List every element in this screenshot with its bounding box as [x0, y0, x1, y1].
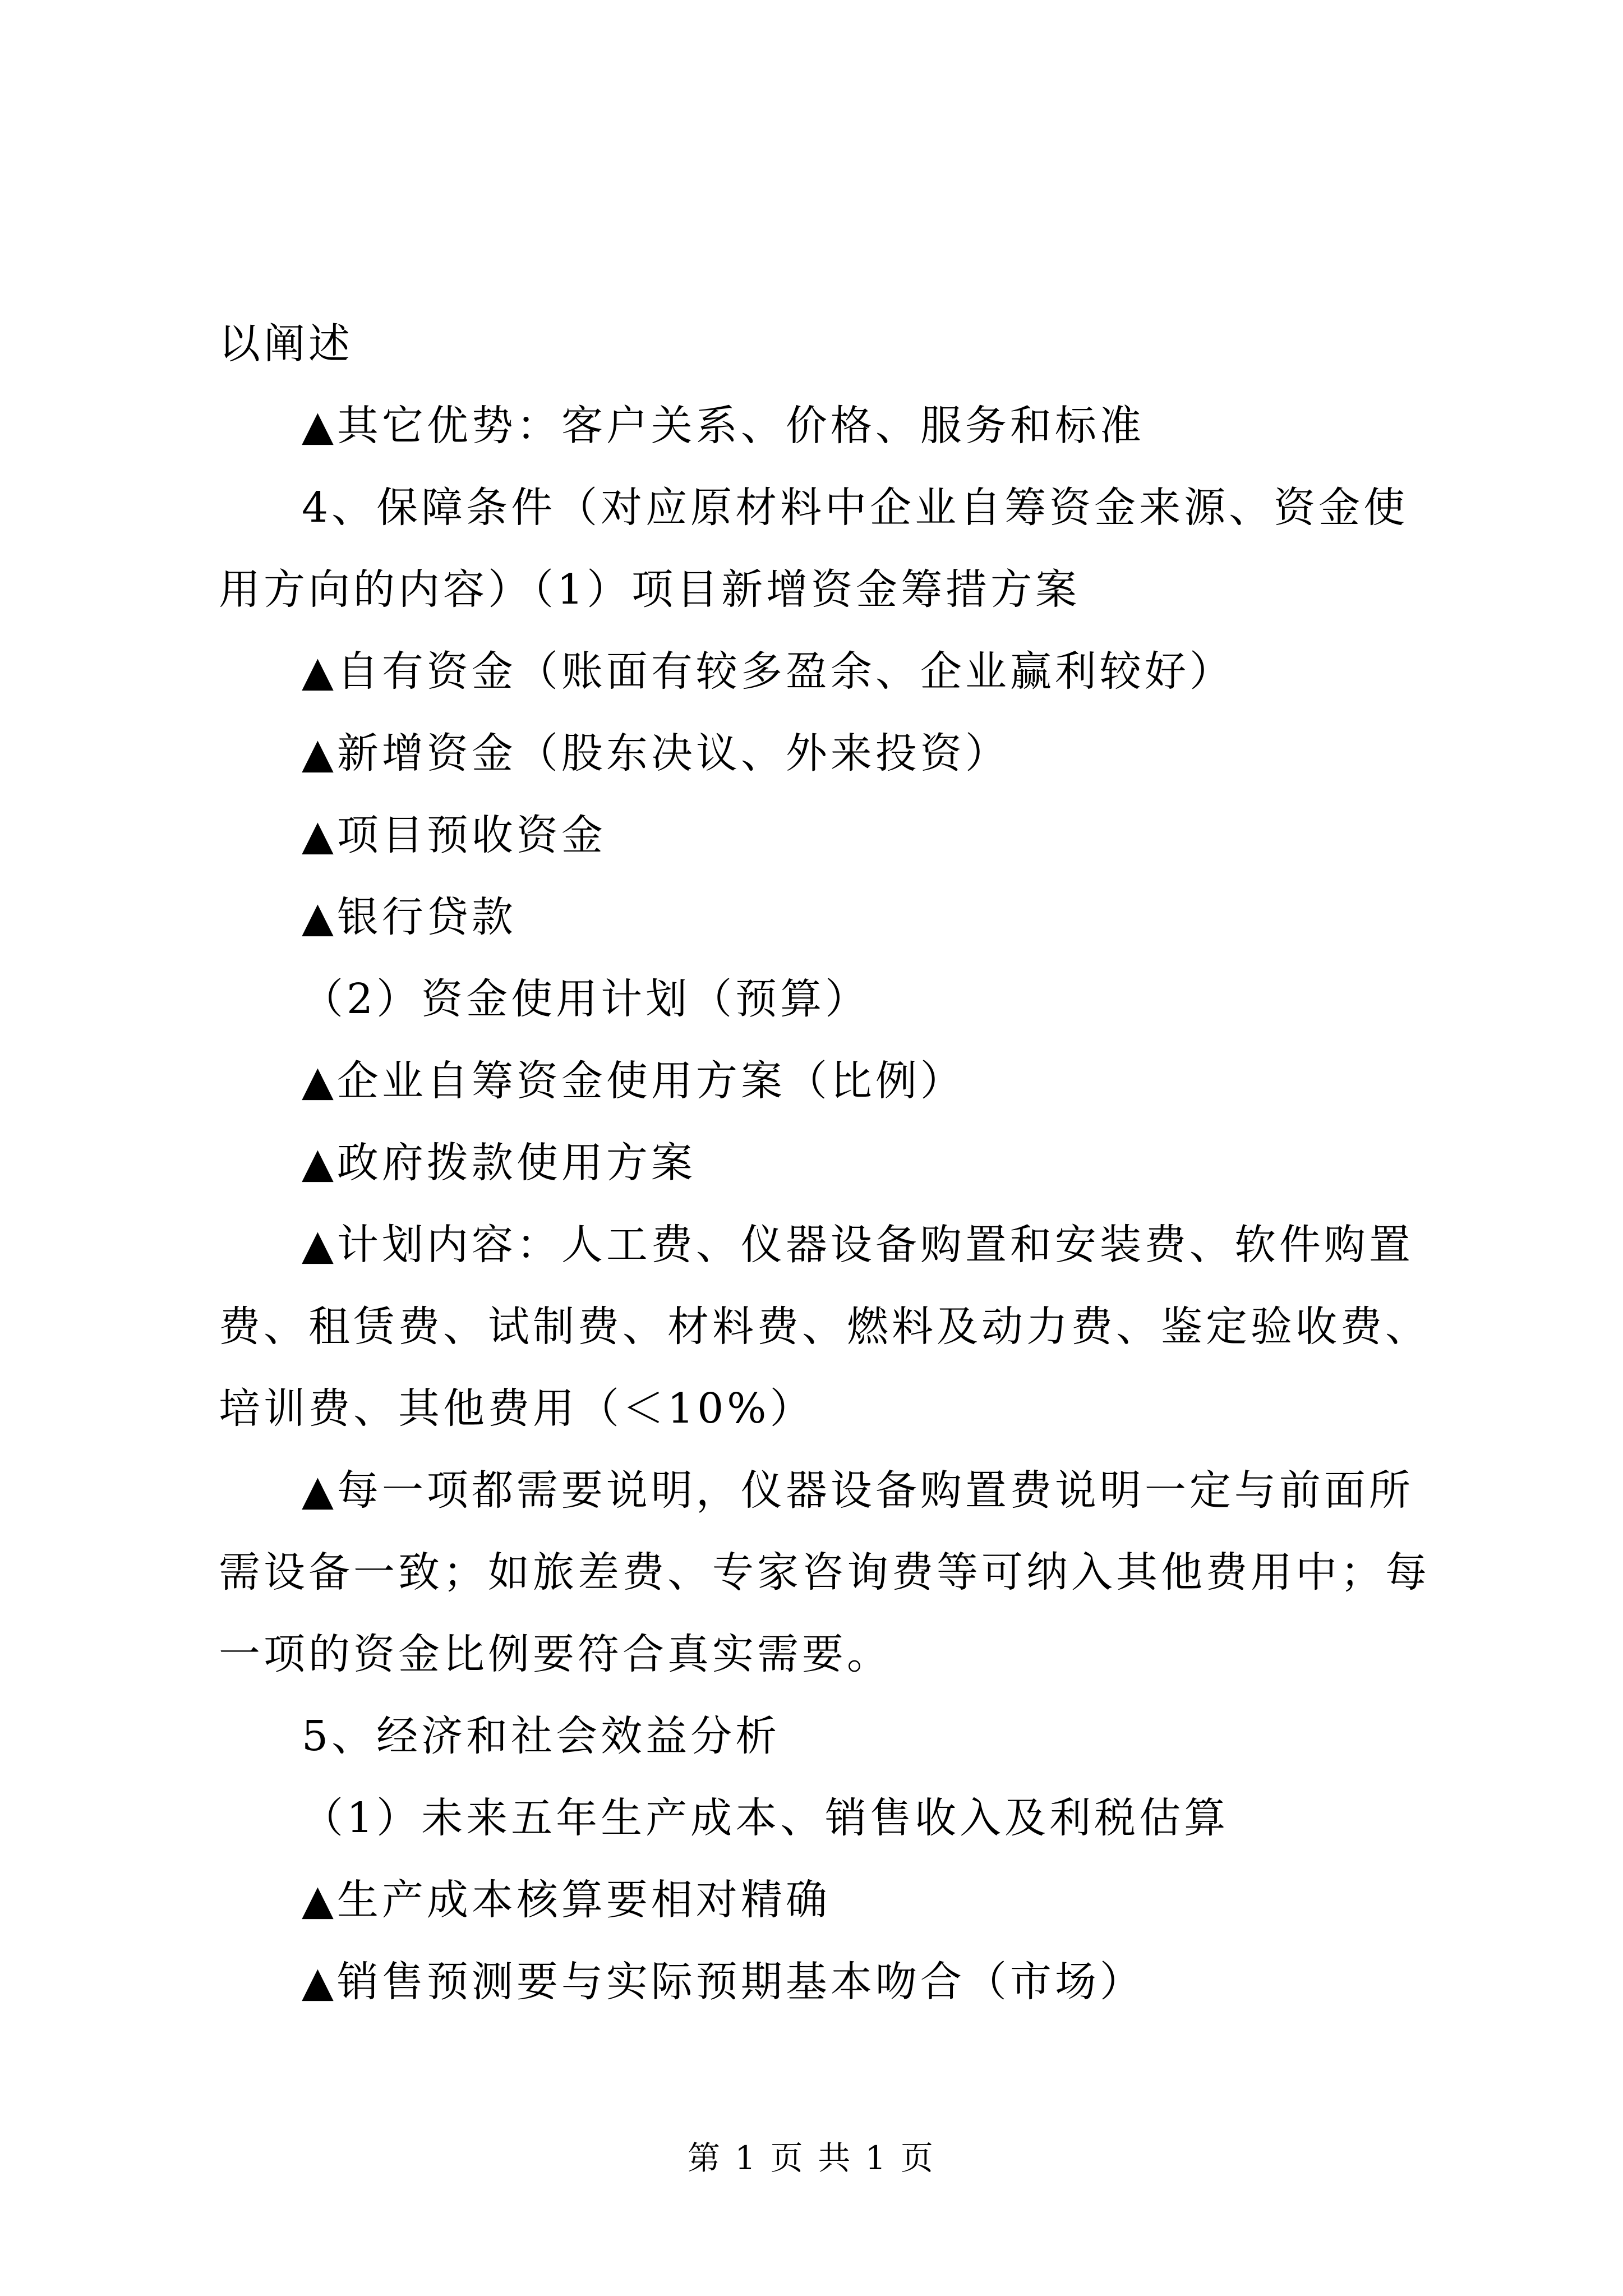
paragraph-explanation-requirements: ▲每一项都需要说明，仪器设备购置费说明一定与前面所需设备一致；如旅差费、专家咨询费等可纳入其他费用中；每一项的资金比例要符合真实需要。 — [219, 1466, 1430, 1678]
paragraph-section-5-benefits: 5、经济和社会效益分析 — [302, 1712, 781, 1760]
paragraph-own-funds: ▲自有资金（账面有较多盈余、企业赢利较好） — [302, 647, 1234, 696]
paragraph-bank-loan: ▲银行贷款 — [302, 893, 517, 941]
paragraph-other-advantages: ▲其它优势：客户关系、价格、服务和标准 — [302, 402, 1145, 450]
paragraph-new-funds: ▲新增资金（股东决议、外来投资） — [302, 729, 1010, 777]
paragraph-continuation: 以阐述 — [219, 320, 353, 368]
page-number-footer: 第 1 页 共 1 页 — [688, 2139, 935, 2177]
paragraph-government-grant-plan: ▲政府拨款使用方案 — [302, 1139, 696, 1187]
paragraph-production-cost: ▲生产成本核算要相对精确 — [302, 1876, 831, 1924]
paragraph-five-year-estimate: （1）未来五年生产成本、销售收入及利税估算 — [302, 1794, 1229, 1842]
paragraph-self-raised-plan: ▲企业自筹资金使用方案（比例） — [302, 1057, 965, 1105]
paragraph-fund-usage-plan: （2）资金使用计划（预算） — [302, 975, 870, 1023]
paragraph-section-4-guarantee: 4、保障条件（对应原材料中企业自筹资金来源、资金使用方向的内容）（1）项目新增资金筹措方案 — [219, 484, 1409, 614]
paragraph-advance-funds: ▲项目预收资金 — [302, 811, 606, 859]
paragraph-sales-forecast: ▲销售预测要与实际预期基本吻合（市场） — [302, 1958, 1145, 2006]
document-body — [219, 303, 1430, 2023]
paragraph-plan-contents: ▲计划内容：人工费、仪器设备购置和安装费、软件购置费、租赁费、试制费、材料费、燃料及动力费、鉴定验收费、培训费、其他费用（＜10%） — [219, 1221, 1430, 1433]
